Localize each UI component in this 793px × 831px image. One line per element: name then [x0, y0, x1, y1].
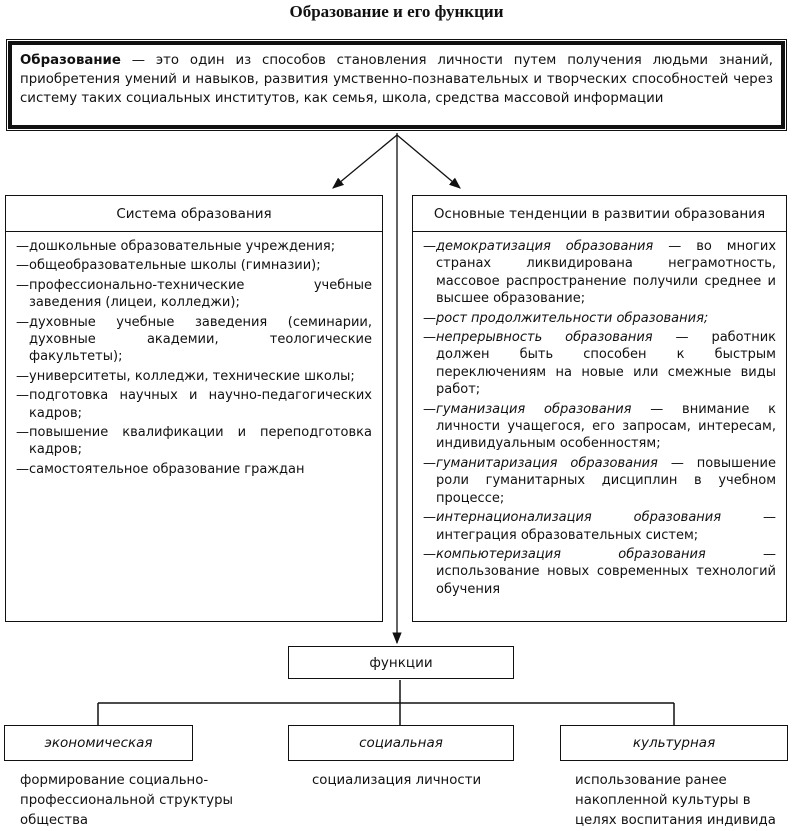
trend-text: — во многих странах ликвидирована неграмотность, массовое распространение получили среднее и высшее образование; [436, 239, 777, 307]
dash-bullet: — [423, 455, 436, 471]
system-item-text: духовные учебные заведения (семинарии, духовные академии, теологические факультеты); [29, 314, 372, 365]
dash-bullet: — [16, 258, 29, 274]
dash-bullet: — [16, 461, 29, 477]
definition-text: — это один из способов становления личности путем получения людьми знаний, приобретения умений и навыков, развития умственно-познавательных и творческих способностей через систему таких социальных институтов, как семья, школа, средства массовой информации [20, 53, 773, 106]
system-item [16, 314, 372, 366]
definition-term: Образование [20, 53, 121, 68]
trend-text: — работник должен быть способен к быстрым переключениям на новые или смежные виды работ; [436, 330, 777, 398]
trend-term: гуманизация образования [436, 401, 632, 417]
trends-panel [412, 195, 787, 622]
trend-item [423, 509, 776, 544]
trend-term: компьютеризация образования [436, 546, 706, 562]
trends-list [413, 232, 786, 598]
system-item [16, 257, 372, 274]
dash-bullet: — [16, 388, 29, 404]
dash-bullet: — [423, 330, 436, 346]
system-item [16, 461, 372, 478]
function-economic-box: экономическая [4, 725, 193, 761]
trend-term: интернационализация образования [436, 510, 722, 526]
trend-term: демократизация образования [436, 239, 654, 254]
function-cultural-box: культурная [560, 725, 788, 761]
system-item-text: профессионально-технические учебные заведения (лицеи, колледжи); [29, 277, 372, 311]
dash-bullet: — [16, 368, 29, 384]
arrow-to-system [333, 135, 397, 188]
trend-text: — повышение роли гуманитарных дисциплин в учебном процессе; [436, 455, 776, 506]
trend-item [423, 546, 776, 598]
function-cultural-description: использование ранее накопленной культуры в целях воспитания индивида [575, 773, 776, 828]
function-social-box: социальная [288, 725, 514, 761]
trend-item [423, 329, 776, 399]
system-item-text: повышение квалификации и переподготовка кадров; [29, 425, 372, 458]
system-item-text: самостоятельное образование граждан [29, 461, 305, 477]
trend-term: непрерывность образования [436, 330, 653, 346]
system-item [16, 387, 372, 422]
dash-bullet: — [423, 310, 436, 326]
trend-text: — внимание к личности учащегося, его запросам, интересам, индивидуальным особенностям; [436, 401, 776, 452]
system-list [6, 232, 382, 478]
system-item-text: дошкольные образовательные учреждения; [29, 239, 336, 254]
dash-bullet: — [16, 277, 29, 293]
system-heading: Система образования [6, 196, 382, 232]
trend-item [423, 238, 776, 308]
system-item-text: общеобразовательные школы (гимназии); [29, 258, 321, 274]
trend-item [423, 310, 776, 327]
trend-text: — интеграция образовательных систем; [436, 510, 776, 543]
system-item [16, 424, 372, 459]
dash-bullet: — [16, 425, 29, 441]
trends-heading: Основные тенденции в развитии образования [413, 196, 786, 232]
dash-bullet: — [16, 239, 29, 254]
function-economic-description: формирование социально-профессиональной структуры общества [20, 773, 234, 828]
diagram-title: Образование и его функции [289, 2, 504, 21]
trend-text: — использование новых современных технологий обучения [436, 546, 776, 597]
dash-bullet: — [423, 510, 436, 526]
trend-term: рост продолжительности образования; [436, 310, 709, 326]
system-panel [5, 195, 383, 622]
dash-bullet: — [423, 401, 436, 417]
trend-item [423, 401, 776, 453]
function-social-description: социализация личности [312, 773, 482, 788]
dash-bullet: — [423, 546, 436, 562]
system-item-text: университеты, колледжи, технические школы; [29, 368, 355, 384]
functions-box: функции [288, 646, 514, 679]
arrow-to-trends [397, 135, 460, 188]
system-item [16, 277, 372, 312]
system-item [16, 238, 372, 255]
trend-term: гуманитаризация образования [436, 455, 658, 471]
system-item-text: подготовка научных и научно-педагогических кадров; [29, 388, 372, 421]
dash-bullet: — [16, 314, 29, 330]
trend-item [423, 455, 776, 507]
system-item [16, 368, 372, 385]
dash-bullet: — [423, 239, 436, 254]
definition-box [8, 41, 785, 129]
